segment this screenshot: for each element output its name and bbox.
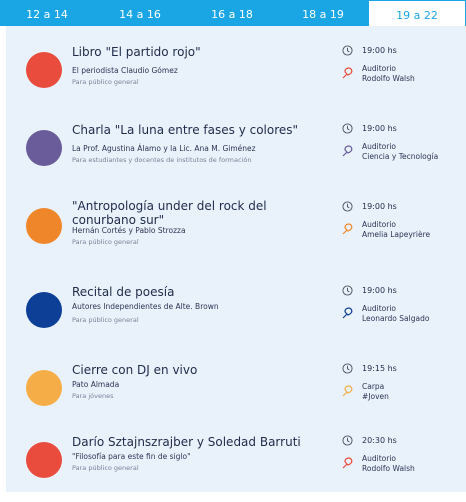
event-color-dot — [26, 370, 62, 406]
event-title: Libro "El partido rojo" — [72, 45, 201, 59]
event-color-dot — [26, 292, 62, 328]
event-audience: Para público general — [72, 78, 139, 86]
event-color-dot — [26, 208, 62, 244]
event-subtitle: Hernán Cortés y Pablo Strozza — [72, 226, 186, 235]
event-item — [6, 40, 466, 112]
time-slot-tabs — [0, 0, 466, 26]
event-audience: Para público general — [72, 316, 139, 324]
event-title: Cierre con DJ en vivo — [72, 363, 198, 377]
event-venue: Auditorio Amelia Lapeyrière — [362, 220, 431, 239]
event-audience: Para público general — [72, 464, 139, 472]
clock-icon — [342, 45, 353, 56]
location-pin-icon — [342, 66, 354, 80]
event-title: Recital de poesía — [72, 285, 175, 299]
tab-18-19[interactable]: 18 a 19 — [278, 0, 368, 26]
event-subtitle: Autores Independientes de Alte. Brown — [72, 302, 219, 311]
event-audience: Para estudiantes y docentes de institutos de formación — [72, 156, 252, 164]
location-pin-icon — [342, 144, 354, 158]
event-subtitle: El periodista Claudio Gómez — [72, 66, 178, 75]
location-pin-icon — [342, 384, 354, 398]
clock-icon — [342, 435, 353, 446]
location-pin-icon — [342, 222, 354, 236]
event-time: 19:00 hs — [362, 202, 397, 211]
event-venue: Auditorio Rodolfo Walsh — [362, 64, 415, 83]
event-venue: Auditorio Leonardo Salgado — [362, 304, 430, 323]
tab-16-18[interactable]: 16 a 18 — [186, 0, 278, 26]
schedule-panel — [6, 26, 466, 492]
event-item — [6, 196, 466, 268]
event-venue: Auditorio Rodolfo Walsh — [362, 454, 415, 473]
tab-14-16[interactable]: 14 a 16 — [94, 0, 186, 26]
event-audience: Para público general — [72, 238, 139, 246]
location-pin-icon — [342, 306, 354, 320]
event-subtitle: La Prof. Agustina Álamo y la Lic. Ana M. Giménez — [72, 144, 256, 153]
tab-19-22[interactable]: 19 a 22 — [368, 0, 466, 26]
event-color-dot — [26, 52, 62, 88]
clock-icon — [342, 363, 353, 374]
event-title: Charla "La luna entre fases y colores" — [72, 123, 299, 137]
event-subtitle: "Filosofía para este fin de siglo" — [72, 452, 191, 461]
event-item — [6, 430, 466, 502]
event-subtitle: Pato Almada — [72, 380, 120, 389]
event-item — [6, 280, 466, 352]
event-color-dot — [26, 442, 62, 478]
clock-icon — [342, 201, 353, 212]
event-title: "Antropología under del rock del conurbano sur" — [72, 199, 267, 227]
event-time: 19:15 hs — [362, 364, 397, 373]
event-venue: Auditorio Ciencia y Tecnología — [362, 142, 439, 161]
event-time: 19:00 hs — [362, 286, 397, 295]
event-color-dot — [26, 130, 62, 166]
event-item — [6, 358, 466, 430]
event-audience: Para jóvenes — [72, 392, 114, 400]
event-venue: Carpa #Joven — [362, 382, 389, 401]
event-time: 19:00 hs — [362, 46, 397, 55]
location-pin-icon — [342, 456, 354, 470]
clock-icon — [342, 285, 353, 296]
event-item — [6, 118, 466, 190]
tab-12-14[interactable]: 12 a 14 — [0, 0, 94, 26]
event-time: 19:00 hs — [362, 124, 397, 133]
event-time: 20:30 hs — [362, 436, 397, 445]
clock-icon — [342, 123, 353, 134]
event-title: Darío Sztajnszrajber y Soledad Barruti — [72, 435, 301, 449]
